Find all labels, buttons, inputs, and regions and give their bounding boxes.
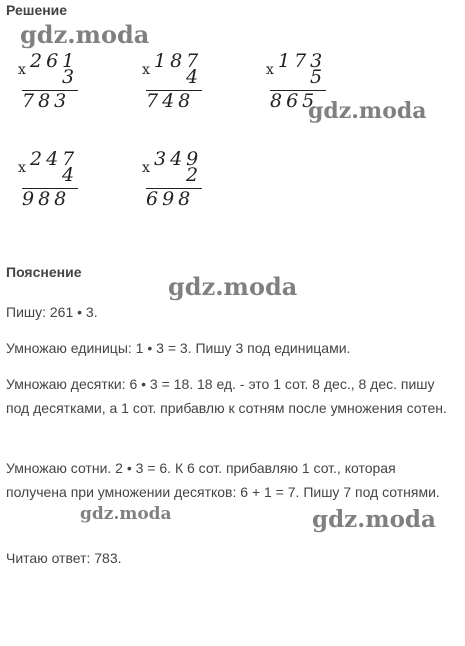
times-sign: x — [18, 160, 26, 176]
times-sign: x — [142, 160, 150, 176]
calc-multiplier: 3 — [62, 66, 79, 88]
watermark: gdz.moda — [308, 98, 427, 124]
watermark: gdz.moda — [80, 504, 172, 524]
explanation-paragraph-1: Пишу: 261 • 3. — [6, 304, 98, 320]
calc-top-number: 173 — [278, 50, 327, 72]
calc-result: 865 — [270, 90, 319, 112]
watermark: gdz.moda — [168, 272, 298, 301]
explanation-heading: Пояснение — [6, 264, 82, 280]
calculation-5 — [142, 150, 222, 220]
calculation-2 — [142, 52, 222, 122]
calc-top-number: 187 — [154, 50, 203, 72]
explanation-paragraph-4: Умножаю сотни. 2 • 3 = 6. К 6 сот. прибавляю 1 сот., которая получена при умножении десятков: 6 + 1 = 7. Пишу 7 под сотнями. — [6, 460, 440, 500]
calc-result: 748 — [146, 90, 195, 112]
calc-top-number: 261 — [30, 50, 79, 72]
times-sign: x — [266, 62, 274, 78]
calc-result: 988 — [22, 188, 71, 210]
calc-multiplier: 4 — [62, 164, 79, 186]
calc-top-number: 349 — [154, 148, 203, 170]
calc-multiplier: 5 — [310, 66, 327, 88]
explanation-paragraph-3: Умножаю десятки: 6 • 3 = 18. 18 ед. - это 1 сот. 8 дес., 8 дес. пишу под десятками, а 1 сот. прибавлю к сотням после умножения сотен. — [6, 376, 447, 416]
times-sign: x — [18, 62, 26, 78]
calc-result: 698 — [146, 188, 195, 210]
explanation-paragraph-5: Читаю ответ: 783. — [6, 550, 122, 566]
watermark: gdz.moda — [20, 20, 150, 49]
calc-multiplier: 2 — [186, 164, 203, 186]
times-sign: x — [142, 62, 150, 78]
calculation-1 — [18, 52, 98, 122]
calc-result: 783 — [22, 90, 71, 112]
solution-heading: Решение — [6, 2, 68, 18]
explanation-paragraph-2: Умножаю единицы: 1 • 3 = 3. Пишу 3 под единицами. — [6, 340, 351, 356]
watermark: gdz.moda — [312, 506, 436, 533]
calculation-4 — [18, 150, 98, 220]
calc-multiplier: 4 — [186, 66, 203, 88]
calc-top-number: 247 — [30, 148, 79, 170]
